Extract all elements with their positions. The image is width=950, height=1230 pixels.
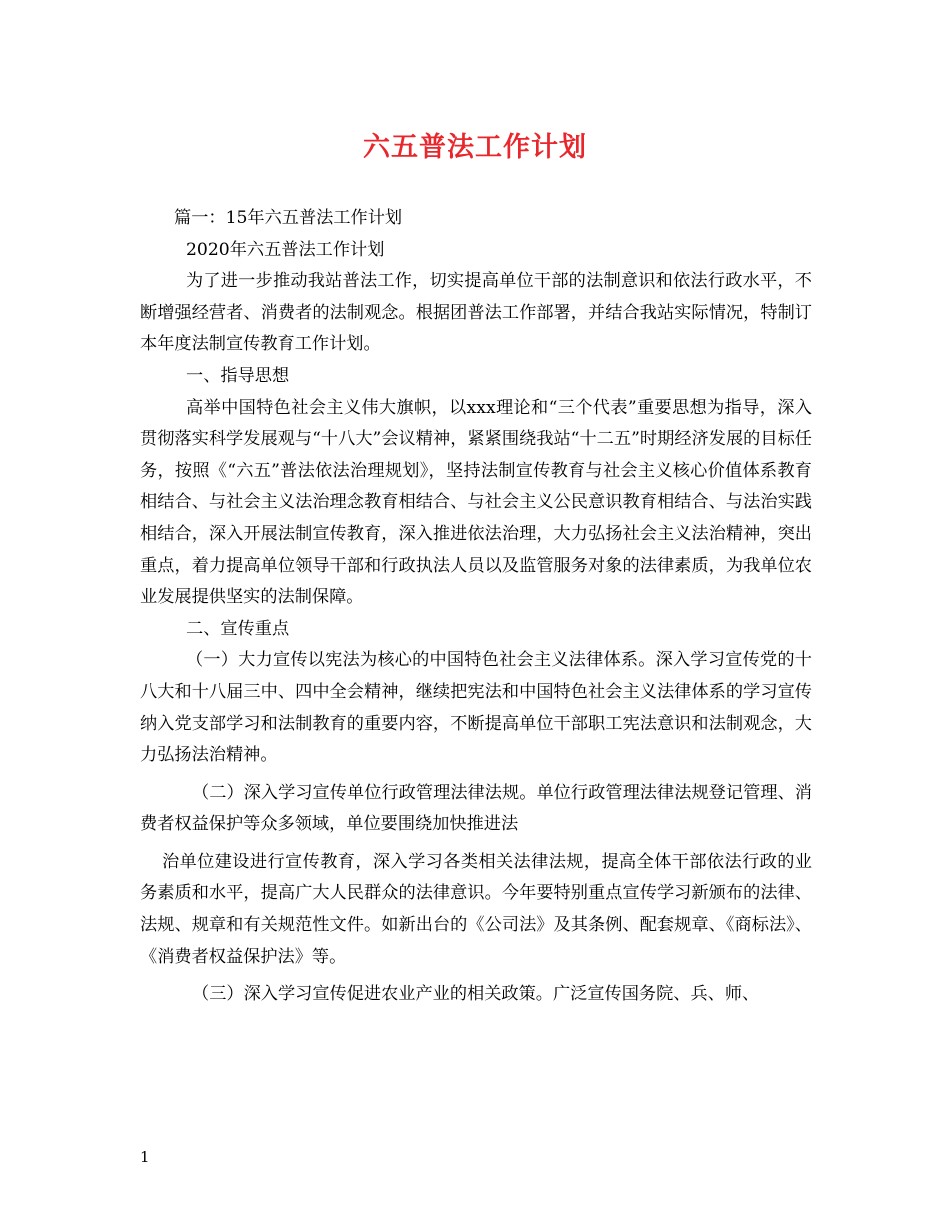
paragraph-focus-1: （一）大力宣传以宪法为核心的中国特色社会主义法律体系。深入学习宣传党的十八大和十八届三中、四中全会精神，继续把宪法和中国特色社会主义法律体系的学习宣传纳入党支部学习和法制教育的重要内容，不断提高单位干部职工宪法意识和法制观念，大力弘扬法治精神。 <box>140 650 812 766</box>
page-number: 1 <box>140 1148 150 1166</box>
paragraph-focus-2-continued: 治单位建设进行宣传教育，深入学习各类相关法律法规，提高全体干部依法行政的业务素质和水平，提高广大人民群众的法律意识。今年要特别重点宣传学习新颁布的法律、法规、规章和有关规范性文件。如新出台的《公司法》及其条例、配套规章、《商标法》、《消费者权益保护法》等。 <box>140 851 812 967</box>
paragraph-focus-3: （三）深入学习宣传促进农业产业的相关政策。广泛宣传国务院、兵、师、 <box>192 984 760 1005</box>
section-heading-publicity-focus: 二、宣传重点 <box>186 618 290 639</box>
paragraph-guiding-thought: 高举中国特色社会主义伟大旗帜，以xxx理论和“三个代表”重要思想为指导，深入贯彻落实科学发展观与“十八大”会议精神，紧紧围绕我站“十二五”时期经济发展的目标任务，按照《“六五”普法依法治理规划》，坚持法制宣传教育与社会主义核心价值体系教育相结合、与社会主义法治理念教育相结合、与社会主义公民意识教育相结合、与法治实践相结合，深入开展法制宣传教育，深入推进依法治理，大力弘扬社会主义法治精神，突出重点，着力提高单位领导干部和行政执法人员以及监管服务对象的法律素质，为我单位农业发展提供坚实的法制保障。 <box>140 397 812 608</box>
section-heading-article: 篇一：15年六五普法工作计划 <box>174 208 403 228</box>
paragraph-focus-2: （二）深入学习宣传单位行政管理法律法规。单位行政管理法律法规登记管理、消费者权益保护等众多领域，单位要围绕加快推进法 <box>140 782 812 835</box>
section-heading-guiding-thought: 一、指导思想 <box>186 365 290 386</box>
plan-subtitle: 2020年六五普法工作计划 <box>186 239 385 260</box>
paragraph-intro: 为了进一步推动我站普法工作，切实提高单位干部的法制意识和依法行政水平，不断增强经营者、消费者的法制观念。根据团普法工作部署，并结合我站实际情况，特制订本年度法制宣传教育工作计划。 <box>140 271 812 355</box>
document-body <box>140 203 812 1011</box>
document-title: 六五普法工作计划 <box>363 132 587 163</box>
